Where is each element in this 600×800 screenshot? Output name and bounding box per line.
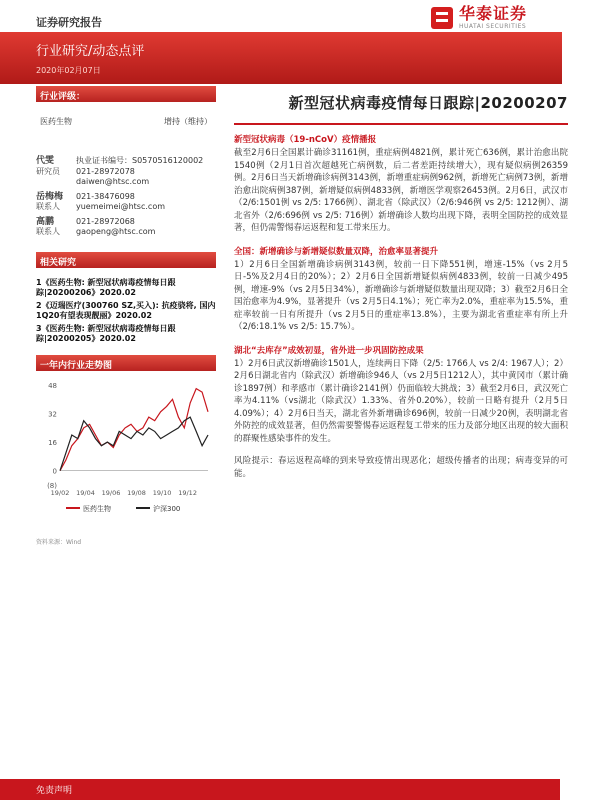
analyst-phone: 021-28972068 xyxy=(76,216,135,226)
x-tick-label: 19/02 xyxy=(50,488,70,497)
section-body: 截至2月6日全国累计确诊31161例，重症病例4821例，累计死亡636例，累计治愈出院1540例（2月1日首次超越死亡病例数，后二者差距持续增大），现有疑似病例26359例。2月6日当天新增确诊病例3143例，新增重症病例962例，新增死亡病例73例，新增治愈出院病例387例，新增疑似病例4833例，新增医学观察26453例。2月6日，武汉市（2/6:1501例 vs 2/5: 1766例）、湖北省（除武汉）（2/6:946例 vs 2/5: 1212例）、湖北省外（2/6:696例 vs 2/5: 716例）新增确诊人数均出现下降，表明全国防控的成效显著，但仍需警惕春运返程和复工带来压力。 xyxy=(234,148,568,233)
trend-chart-svg xyxy=(36,377,216,527)
legend-label: 医药生物 xyxy=(83,504,111,513)
header-band xyxy=(0,32,562,84)
analyst-role: 联系人 xyxy=(36,227,60,236)
cert-label: 执业证书编号： xyxy=(76,156,132,165)
industry-rating: 增持（维持） xyxy=(164,117,212,126)
analyst-phone: 021-38476098 xyxy=(76,191,135,201)
analyst-block xyxy=(36,156,216,238)
analyst-email[interactable]: gaopeng@htsc.com xyxy=(76,227,156,236)
report-category: 行业研究/动态点评 xyxy=(36,44,145,59)
related-item[interactable]: 2《迈瑞医疗(300760 SZ,买入): 抗疫骁将, 国内1Q20有望表现靓丽》2020.02 xyxy=(36,300,216,320)
section-body: 1）2月6日武汉新增确诊1501人，连续两日下降（2/5: 1766人 vs 2/4: 1967人）；2）2月6日湖北省内（除武汉）新增确诊946人（vs 2月5日1212人），其中黄冈市（累计确诊1897例）和孝感市（累计确诊2141例）仍面临较大挑战；3）截至2月6日，武汉死亡率为4.11%（vs湖北（除武汉）1.33%、省外0.20%），较前一日略有提升（2月5日4.09%）；4）2月6日当天，湖北省外新增确诊696例，较前一日减少20例，表明湖北省外防控的成效显著，但仍然需要警惕春运返程复工带来的压力及部分地区出现的较大面积的群聚性感染事件的发生。 xyxy=(234,358,568,444)
y-tick-label: 16 xyxy=(48,438,57,447)
analyst-name: 代雯 xyxy=(36,156,55,166)
x-tick-label: 19/06 xyxy=(101,488,121,497)
section-heading: 湖北“去库存”成效初显，省外进一步巩固防控成果 xyxy=(234,345,424,356)
analyst-phone: 021-28972078 xyxy=(76,166,135,176)
related-item[interactable]: 3《医药生物: 新型冠状病毒疫情每日跟踪|20200205》2020.02 xyxy=(36,323,176,343)
analyst-email[interactable]: daiwen@htsc.com xyxy=(76,177,150,186)
chart-source: 资料来源：Wind xyxy=(36,538,82,546)
logo-cn-text: 华泰证券 xyxy=(459,4,528,23)
section-heading: 新型冠状病毒（19-nCoV）疫情播报 xyxy=(234,135,377,145)
footer-bar xyxy=(0,779,560,800)
series-line-industry xyxy=(60,388,208,470)
main-column xyxy=(234,86,568,480)
series-line-index xyxy=(60,417,208,471)
x-tick-label: 19/08 xyxy=(127,488,146,497)
chart-heading: 一年内行业走势图 xyxy=(36,355,216,371)
page-title: 新型冠状病毒疫情每日跟踪|20200207 xyxy=(234,86,568,125)
report-date: 2020年02月07日 xyxy=(36,66,101,75)
y-tick-label: 32 xyxy=(48,410,57,419)
company-logo xyxy=(431,6,527,30)
disclaimer-link[interactable]: 免责声明 xyxy=(36,786,73,796)
analyst-name: 岳梅梅 xyxy=(36,191,64,202)
section-heading: 全国：新增确诊与新增疑似数量双降，治愈率显著提升 xyxy=(234,246,439,257)
y-tick-label: 0 xyxy=(52,467,57,476)
analyst-name: 高鹏 xyxy=(36,216,55,227)
risk-warning: 风险提示：春运返程高峰的到来导致疫情出现恶化；超级传播者的出现；病毒变异的可能。 xyxy=(234,456,568,479)
x-tick-label: 19/04 xyxy=(76,488,95,497)
rating-row xyxy=(36,102,216,156)
y-tick-label: 48 xyxy=(48,381,57,390)
x-tick-label: 19/10 xyxy=(152,488,172,497)
related-list xyxy=(36,278,216,345)
industry-name: 医药生物 xyxy=(40,117,72,126)
logo-en-text: HUATAI SECURITIES xyxy=(459,23,527,30)
trend-chart xyxy=(36,377,216,527)
cert-number: S0570516120002 xyxy=(132,156,204,165)
related-heading: 相关研究 xyxy=(36,252,216,268)
analyst-role: 研究员 xyxy=(36,166,60,176)
related-item[interactable]: 1《医药生物: 新型冠状病毒疫情每日跟踪|20200206》2020.02 xyxy=(36,277,176,297)
section-body: 1）2月6日全国新增确诊病例3143例，较前一日下降551例，增速-15%（vs 2月5日-5%及2月4日的20%）；2）2月6日全国新增疑似病例4833例，较前一日减少495例，增速-9%（vs 2月5日34%），新增确诊与新增疑似数量出现双降；3）截至2月6日全国治愈率为4.9%，显著提升（vs 2月5日4.1%）；死亡率为2.0%，重症率为15.5%，重症率较前一日有所提升（vs 2月5日的重症率13.8%），主要为湖北省重症率有所上升（2/6:18.1% vs 2/5: 15.7%）。 xyxy=(234,259,568,332)
rating-heading: 行业评级： xyxy=(36,86,216,102)
analyst-role: 联系人 xyxy=(36,202,60,211)
y-tick-label: (8) xyxy=(47,481,57,490)
legend-label: 沪深300 xyxy=(153,504,181,513)
x-tick-label: 19/12 xyxy=(178,488,197,497)
analyst-email[interactable]: yuemeimei@htsc.com xyxy=(76,202,166,211)
report-type-label: 证券研究报告 xyxy=(36,16,102,29)
logo-mark-icon xyxy=(431,7,453,29)
left-column xyxy=(36,86,216,546)
